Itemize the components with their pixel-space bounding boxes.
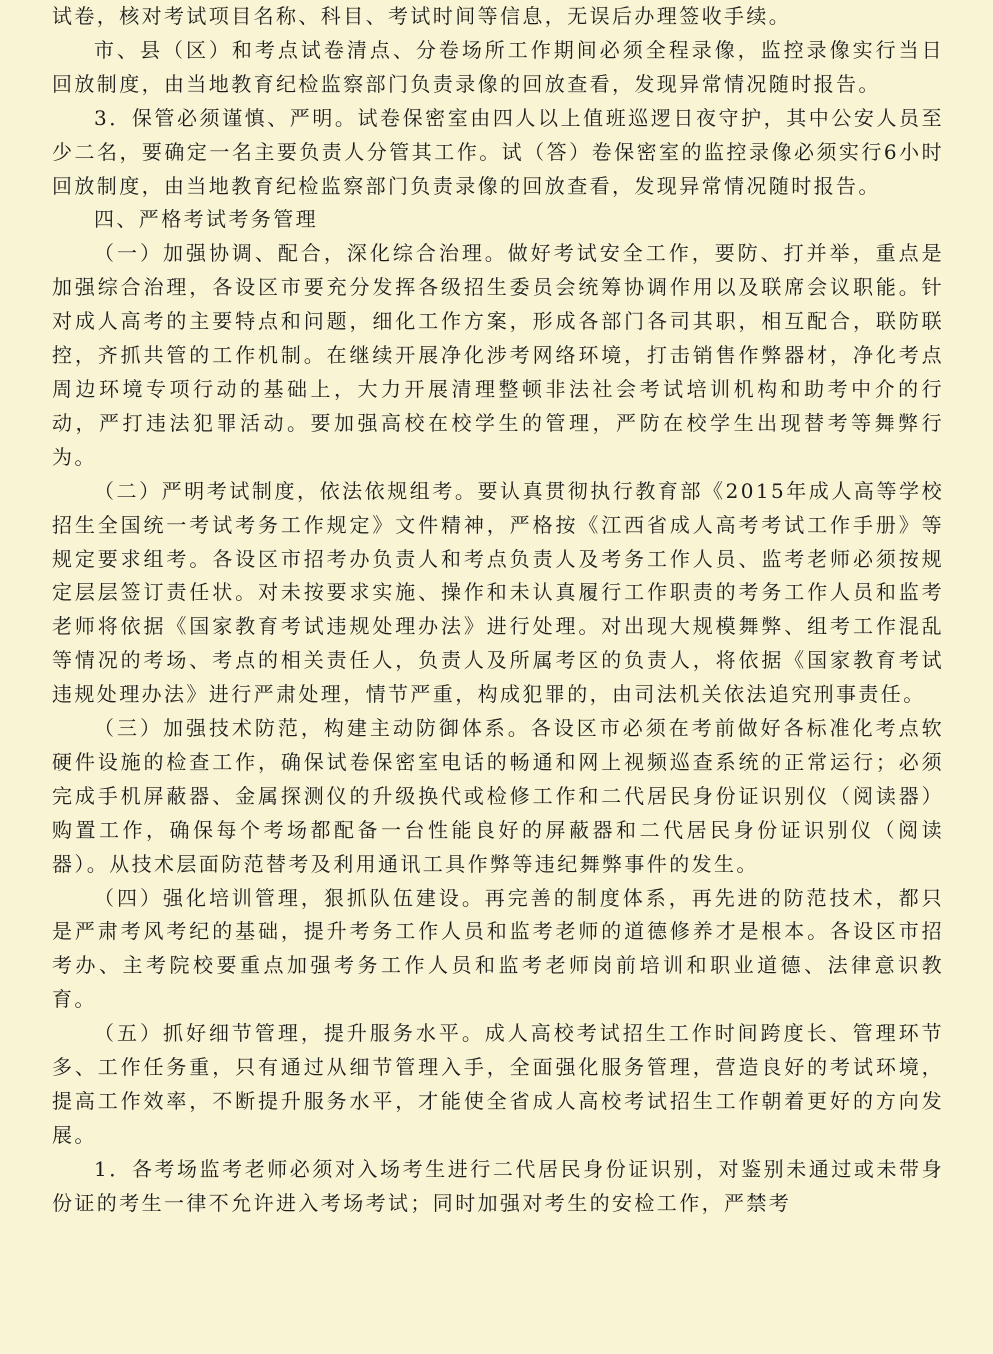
- paragraph-coordination: （一）加强协调、配合，深化综合治理。做好考试安全工作，要防、打并举，重点是加强综合治理，各设区市要充分发挥各级招生委员会统筹协调作用以及联席会议职能。针对成人高考的主要特点和问题，细化工作方案，形成各部门各司其职，相互配合，联防联控，齐抓共管的工作机制。在继续开展净化涉考网络环境，打击销售作弊器材，净化考点周边环境专项行动的基础上，大力开展清理整顿非法社会考试培训机构和助考中介的行动，严打违法犯罪活动。要加强高校在校学生的管理，严防在校学生出现替考等舞弊行为。: [52, 241, 944, 469]
- document-body: [52, 0, 944, 1221]
- paragraph-storage-rules: 3．保管必须谨慎、严明。试卷保密室由四人以上值班巡逻日夜守护，其中公安人员至少二名，要确定一名主要负责人分管其工作。试（答）卷保密室的监控录像必须实行6小时回放制度，由当地教育纪检监察部门负责录像的回放查看，发现异常情况随时报告。: [52, 105, 944, 198]
- paragraph-recording-review: 市、县（区）和考点试卷清点、分卷场所工作期间必须全程录像，监控录像实行当日回放制度，由当地教育纪检监察部门负责录像的回放查看，发现异常情况随时报告。: [52, 37, 944, 96]
- section-heading: 四、严格考试考务管理: [94, 207, 318, 232]
- paragraph-technical-defense: （三）加强技术防范，构建主动防御体系。各设区市必须在考前做好各标准化考点软硬件设施的检查工作，确保试卷保密室电话的畅通和网上视频巡查系统的正常运行；必须完成手机屏蔽器、金属探测仪的升级换代或检修工作和二代居民身份证识别仪（阅读器）购置工作，确保每个考场都配备一台性能良好的屏蔽器和二代居民身份证识别仪（阅读器）。从技术层面防范替考及利用通讯工具作弊等违纪舞弊事件的发生。: [52, 716, 944, 876]
- paragraph-continuation: 试卷，核对考试项目名称、科目、考试时间等信息，无误后办理签收手续。: [52, 4, 792, 28]
- paragraph-exam-system: （二）严明考试制度，依法依规组考。要认真贯彻执行教育部《2015年成人高等学校招生全国统一考试考务工作规定》文件精神，严格按《江西省成人高考考试工作手册》等规定要求组考。各设区市招考办负责人和考点负责人及考务工作人员、监考老师必须按规定层层签订责任状。对未按要求实施、操作和未认真履行工作职责的考务工作人员和监考老师将依据《国家教育考试违规处理办法》进行处理。对出现大规模舞弊、组考工作混乱等情况的考场、考点的相关责任人，负责人及所属考区的负责人，将依据《国家教育考试违规处理办法》进行严肃处理，情节严重，构成犯罪的，由司法机关依法追究刑事责任。: [52, 478, 944, 707]
- paragraph-training: （四）强化培训管理，狠抓队伍建设。再完善的制度体系，再先进的防范技术，都只是严肃考风考纪的基础，提升考务工作人员和监考老师的道德修养才是根本。各设区市招考办、主考院校要重点加强考务工作人员和监考老师岗前培训和职业道德、法律意识教育。: [52, 885, 944, 1012]
- paragraph-id-check: 1．各考场监考老师必须对入场考生进行二代居民身份证识别，对鉴别未通过或未带身份证的考生一律不允许进入考场考试；同时加强对考生的安检工作，严禁考: [52, 1156, 944, 1215]
- paragraph-detail-management: （五）抓好细节管理，提升服务水平。成人高校考试招生工作时间跨度长、管理环节多、工作任务重，只有通过从细节管理入手，全面强化服务管理，营造良好的考试环境，提高工作效率，不断提升服务水平，才能使全省成人高校考试招生工作朝着更好的方向发展。: [52, 1021, 944, 1147]
